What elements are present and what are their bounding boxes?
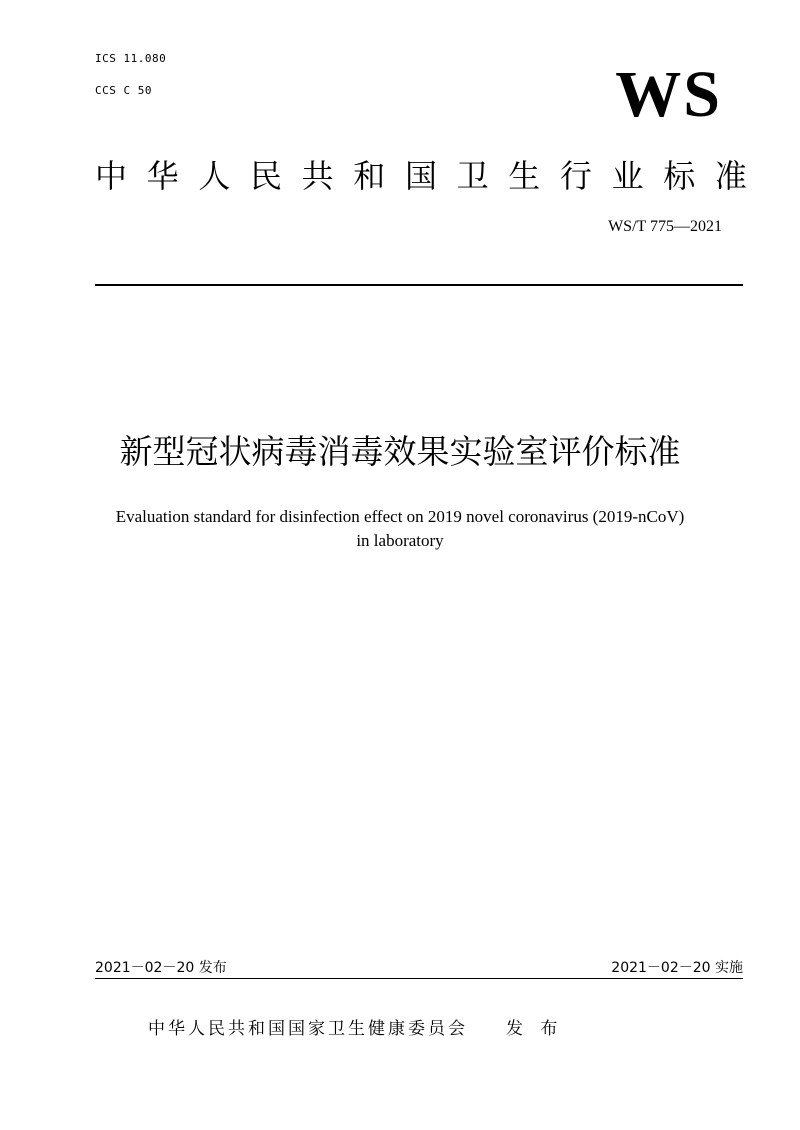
standard-code: WS/T 775—2021 bbox=[608, 218, 722, 235]
date-row bbox=[95, 958, 743, 978]
document-title-english bbox=[0, 505, 800, 553]
document-title-chinese: 新型冠状病毒消毒效果实验室评价标准 bbox=[119, 432, 681, 471]
standard-category-name bbox=[95, 156, 747, 196]
implement-date: 2021－02－20 实施 bbox=[611, 960, 743, 976]
standard-name-char: 华 bbox=[146, 157, 179, 195]
english-title-line-1: Evaluation standard for disinfection effect on 2019 novel coronavirus (2019-nCoV) bbox=[115, 507, 685, 526]
standard-name-char: 民 bbox=[249, 157, 282, 195]
header-divider bbox=[95, 284, 743, 286]
standard-name-char: 中 bbox=[95, 157, 128, 195]
standard-name-char: 共 bbox=[301, 157, 334, 195]
issuing-authority: 中华人民共和国国家卫生健康委员会 bbox=[148, 1019, 468, 1039]
issue-word: 发 布 bbox=[506, 1019, 564, 1039]
standard-name-char: 行 bbox=[559, 157, 592, 195]
standard-name-char: 生 bbox=[508, 157, 541, 195]
ws-logo: WS bbox=[615, 58, 722, 131]
issuer-row bbox=[148, 1014, 563, 1039]
standard-name-char: 和 bbox=[353, 157, 386, 195]
ics-code: ICS 11.080 bbox=[95, 52, 167, 65]
standard-name-char: 标 bbox=[663, 157, 696, 195]
footer-divider bbox=[95, 978, 743, 979]
issue-date: 2021－02－20 发布 bbox=[95, 960, 227, 976]
ccs-code: CCS C 50 bbox=[95, 84, 152, 97]
standard-name-char: 业 bbox=[611, 157, 644, 195]
standard-name-char: 卫 bbox=[456, 157, 489, 195]
standard-name-char: 人 bbox=[198, 157, 231, 195]
standard-name-char: 准 bbox=[714, 157, 747, 195]
standard-name-char: 国 bbox=[404, 157, 437, 195]
english-title-line-2: in laboratory bbox=[356, 531, 444, 550]
